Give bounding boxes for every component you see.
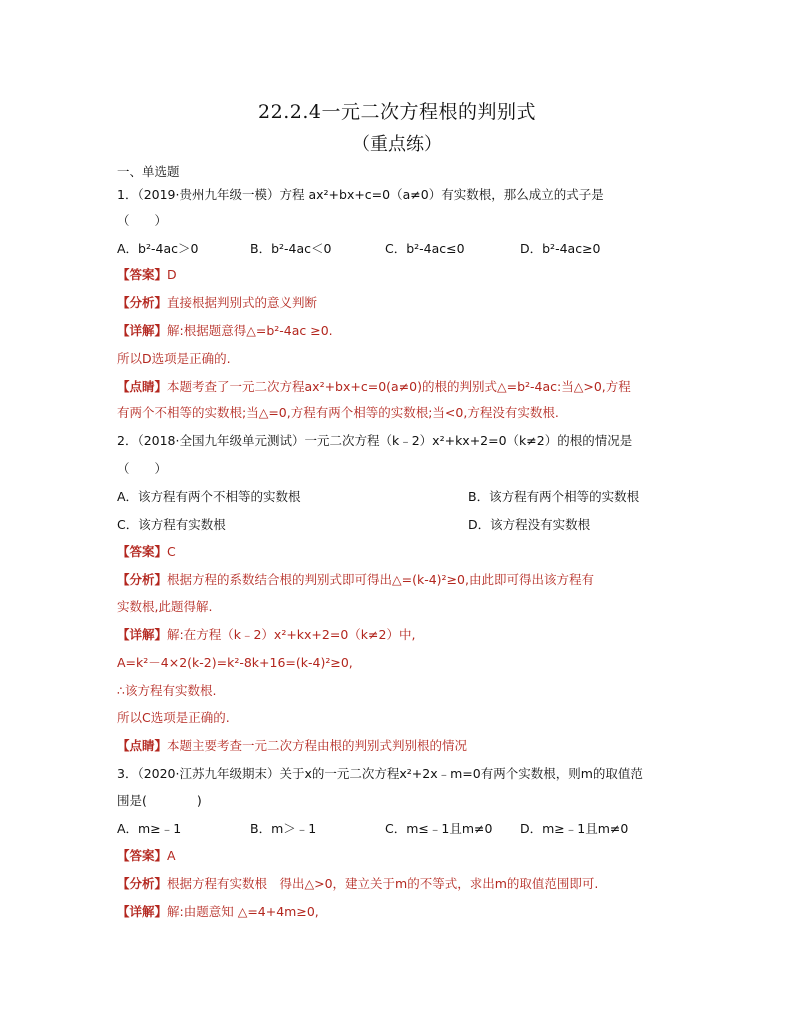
- q2-detail-2: A=k²－4×2(k-2)=k²-8k+16=(k-4)²≥0,: [117, 655, 353, 670]
- answer-tag: 【答案】: [117, 544, 168, 559]
- q2-option-a: A．该方程有两个不相等的实数根: [117, 489, 301, 504]
- q2-paren: （ ）: [117, 461, 168, 476]
- analysis-tag: 【分析】: [117, 572, 168, 587]
- q1-option-d: D．b²-4ac≥0: [520, 241, 601, 256]
- detail-tag: 【详解】: [117, 323, 168, 338]
- q3-detail: [117, 903, 319, 921]
- answer-tag: 【答案】: [117, 848, 168, 863]
- q1-paren: （ ）: [117, 213, 168, 228]
- q1-option-c: C．b²-4ac≤0: [385, 241, 465, 256]
- q3-analysis: [117, 875, 598, 893]
- detail-text: 解:根据题意得△=b²-4ac ≥0.: [167, 323, 333, 338]
- q3-answer: [117, 847, 176, 865]
- q2-option-c: C．该方程有实数根: [117, 517, 226, 532]
- section-heading: 一、单选题: [117, 164, 180, 179]
- detail-tag: 【详解】: [117, 627, 168, 642]
- q3-stem-cont: 围是( ): [117, 793, 202, 808]
- q2-detail-3: ∴该方程有实数根.: [117, 683, 217, 698]
- q2-option-b: B．该方程有两个相等的实数根: [468, 489, 640, 504]
- analysis-tag: 【分析】: [117, 295, 168, 310]
- q1-analysis: [117, 294, 317, 312]
- q2-conclusion: 所以C选项是正确的.: [117, 710, 230, 725]
- comment-tag: 【点睛】: [117, 738, 168, 753]
- q1-conclusion: 所以D选项是正确的.: [117, 351, 231, 366]
- analysis-text: 根据方程的系数结合根的判别式即可得出△=(k-4)²≥0,由此即可得出该方程有: [167, 572, 594, 587]
- page-subtitle: （重点练）: [352, 134, 442, 155]
- comment-text: 本题主要考查一元二次方程由根的判别式判别根的情况: [167, 738, 468, 753]
- q1-option-a: A．b²-4ac＞0: [117, 241, 199, 256]
- answer-value: D: [167, 267, 177, 282]
- q1-comment-cont: 有两个不相等的实数根;当△=0,方程有两个相等的实数根;当<0,方程没有实数根.: [117, 405, 559, 420]
- q2-stem: 2．（2018·全国九年级单元测试）一元二次方程（k﹣2）x²+kx+2=0（k≠2）的根的情况是: [117, 433, 633, 448]
- q1-option-b: B．b²-4ac＜0: [250, 241, 332, 256]
- q3-option-b: B．m＞﹣1: [250, 821, 317, 836]
- q2-answer: [117, 543, 176, 561]
- q3-stem: 3．（2020·江苏九年级期末）关于x的一元二次方程x²+2x﹣m=0有两个实数根，则m的取值范: [117, 766, 643, 781]
- q3-option-c: C．m≤﹣1且m≠0: [385, 821, 493, 836]
- analysis-text: 根据方程有实数根 得出△>0，建立关于m的不等式，求出m的取值范围即可.: [167, 876, 599, 891]
- detail-tag: 【详解】: [117, 904, 168, 919]
- q1-detail: [117, 322, 333, 340]
- q2-detail: [117, 626, 415, 644]
- analysis-text: 直接根据判别式的意义判断: [167, 295, 318, 310]
- q2-option-d: D．该方程没有实数根: [468, 517, 591, 532]
- q1-comment: [117, 378, 631, 396]
- comment-tag: 【点睛】: [117, 379, 168, 394]
- answer-value: A: [167, 848, 176, 863]
- q1-stem: 1．（2019·贵州九年级一模）方程 ax²+bx+c=0（a≠0）有实数根，那么成立的式子是: [117, 187, 604, 202]
- q1-answer: [117, 266, 177, 284]
- answer-value: C: [167, 544, 176, 559]
- q2-analysis: [117, 571, 594, 589]
- q2-analysis-cont: 实数根,此题得解.: [117, 599, 213, 614]
- detail-text: 解:由题意知 △=4+4m≥0,: [167, 904, 319, 919]
- page-title: 22.2.4一元二次方程根的判别式: [258, 101, 536, 123]
- detail-text: 解:在方程（k﹣2）x²+kx+2=0（k≠2）中,: [167, 627, 416, 642]
- analysis-tag: 【分析】: [117, 876, 168, 891]
- q2-comment: [117, 737, 467, 755]
- comment-text: 本题考查了一元二次方程ax²+bx+c=0(a≠0)的根的判别式△=b²-4ac:当△>0,方程: [167, 379, 631, 394]
- q3-option-a: A．m≥﹣1: [117, 821, 182, 836]
- q3-option-d: D．m≥﹣1且m≠0: [520, 821, 629, 836]
- answer-tag: 【答案】: [117, 267, 168, 282]
